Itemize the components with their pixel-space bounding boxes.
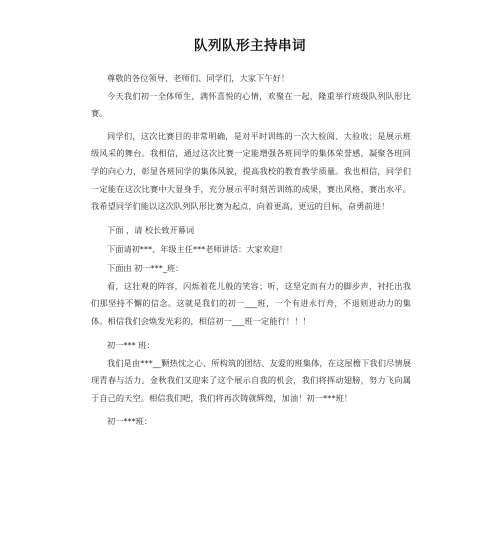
class-intro-line: 下面由 初一***_班： xyxy=(107,262,184,273)
greeting-paragraph: 尊敬的各位领导、老师们、同学们，大家下午好！ xyxy=(107,73,290,83)
document-body xyxy=(91,70,411,431)
principal-speech-line: 下面 ，请 校长致开幕词 xyxy=(107,224,195,235)
purpose-paragraph: 同学们，这次比赛目的非常明确，是对平时训练的一次大检阅、大验收；是展示班级风采的舞台。我相信，通过这次比赛一定能增强各班同学的集体荣誉感，凝聚各班同学的向心力，彰显各班同学的集体风貌，提高我校的教育教学质量。我也相信，同学们一定能在这次比赛中大显身手，充分展示平时刻苦训练的成果，赛出风格，赛出水平。我希望同学们能以这次队列队形比赛为起点，向着更高，更远的目标，奋勇前进！ xyxy=(91,130,411,212)
class-intro-paragraph: 看，这壮观的阵容，闪烁着花儿般的笑容；听，这坚定而有力的脚步声，衬托出我们那坚持不懈的信念。这就是我们的初一___班，一个有进永行舟，不退则进动力的集体。相信我们会焕发光彩的，相信初一___班一定能行！！！ xyxy=(91,280,411,326)
class-slogan-paragraph: 我们是由***__颗热忱之心、所构筑的团结、友爱的班集体，在这屋檐下我们尽情展现青春与活力。金秋我们又迎来了这个展示自我的机会，我们将挥动翅膀，努力飞向属于自己的天空。相信我们吧，我们将再次铸就辉煌，加油！初一***班！ xyxy=(91,357,411,403)
director-speech-line: 下面请初***、年级主任***老师讲话：大家欢迎！ xyxy=(107,243,288,254)
class-heading-line: 初一*** 班： xyxy=(107,339,155,350)
document-title: 队列队形主持串词 xyxy=(194,38,306,54)
class-heading-line-2: 初一***班： xyxy=(107,416,153,427)
opening-paragraph: 今天我们初一全体师生，满怀喜悦的心情，欢聚在一起，隆重举行班级队列队形比赛。 xyxy=(91,90,411,119)
